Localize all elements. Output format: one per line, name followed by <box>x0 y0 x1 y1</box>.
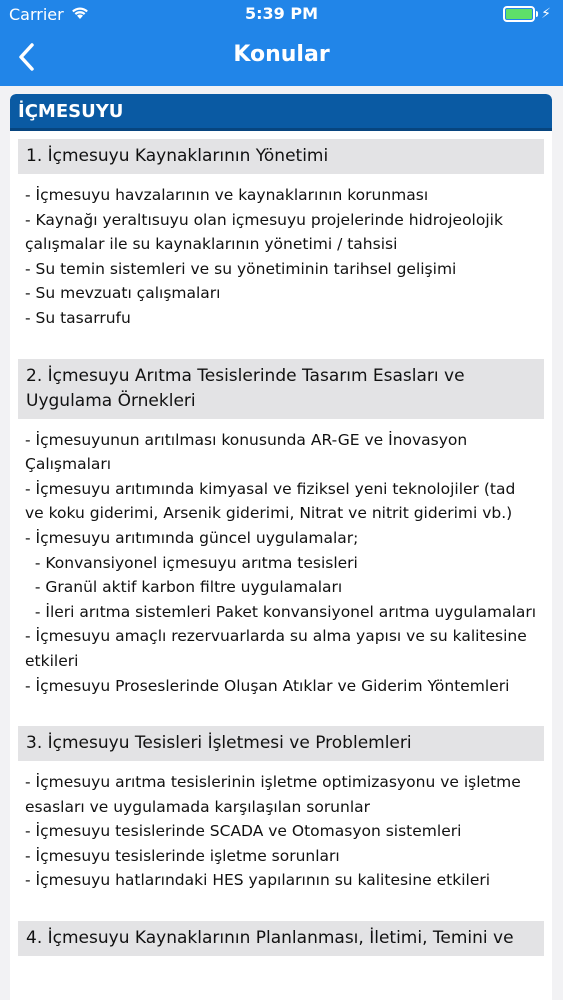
list-item: - Su mevzuatı çalışmaları <box>25 284 221 303</box>
content-area[interactable] <box>0 86 563 1000</box>
list-item: - İçmesuyu Proseslerinde Oluşan Atıklar ve Giderim Yöntemleri <box>25 676 510 695</box>
section-items <box>18 770 544 893</box>
section-title: 1. İçmesuyu Kaynaklarının Yönetimi <box>18 139 544 174</box>
list-item: - Konvansiyonel içmesuyu arıtma tesisleri <box>25 553 358 572</box>
page-title: Konular <box>233 42 330 67</box>
list-item: - İçmesuyu havzalarının ve kaynaklarının korunması <box>25 186 429 204</box>
section <box>18 726 544 893</box>
section-title: 4. İçmesuyu Kaynaklarının Planlanması, İletimi, Temini ve <box>18 921 544 956</box>
list-item: - İçmesuyu hatlarındaki HES yapılarının su kalitesine etkileri <box>25 871 491 890</box>
list-item: - İçmesuyu arıtımında güncel uygulamalar; <box>25 528 359 547</box>
list-item: - Su temin sistemleri ve su yönetiminin tarihsel gelişimi <box>25 259 457 278</box>
section <box>18 921 544 956</box>
section <box>18 139 544 331</box>
section-title: 2. İçmesuyu Arıtma Tesislerinde Tasarım Esasları ve Uygulama Örnekleri <box>18 359 544 419</box>
category-card <box>10 94 552 1000</box>
section-items <box>18 183 544 331</box>
section-items <box>18 428 544 699</box>
navigation-bar <box>0 28 563 86</box>
section-title: 3. İçmesuyu Tesisleri İşletmesi ve Problemleri <box>18 726 544 761</box>
section <box>18 359 544 699</box>
status-bar <box>0 0 563 28</box>
list-item: - Kaynağı yeraltısuyu olan içmesuyu projelerinde hidrojeolojik çalışmalar ile su kaynaklarının yönetimi / tahsisi <box>25 210 503 254</box>
category-body <box>10 131 552 956</box>
list-item: - İçmesuyunun arıtılması konusunda AR-GE ve İnovasyon Çalışmaları <box>25 430 468 474</box>
status-time: 5:39 PM <box>244 4 318 23</box>
list-item: - İleri arıtma sistemleri Paket konvansiyonel arıtma uygulamaları <box>25 602 537 621</box>
battery-icon <box>503 6 551 22</box>
list-item: - İçmesuyu tesislerinde SCADA ve Otomasyon sistemleri <box>25 822 462 841</box>
carrier-label: Carrier <box>9 5 64 24</box>
list-item: - Su tasarrufu <box>25 308 131 327</box>
list-item: - İçmesuyu amaçlı rezervuarlarda su alma yapısı ve su kalitesine etkileri <box>25 627 527 670</box>
category-header: İÇMESUYU <box>10 94 552 131</box>
list-item: - İçmesuyu arıtımında kimyasal ve fiziksel yeni teknolojiler (tad ve koku giderimi, Arsenik giderimi, Nitrat ve nitrit giderimi vb.) <box>25 479 516 523</box>
list-item: - Granül aktif karbon filtre uygulamaları <box>25 578 343 597</box>
charging-icon: ⚡ <box>541 6 551 22</box>
list-item: - İçmesuyu arıtma tesislerinin işletme optimizasyonu ve işletme esasları ve uygulamada karşılaşılan sorunlar <box>25 773 521 816</box>
list-item: - İçmesuyu tesislerinde işletme sorunları <box>25 846 340 865</box>
